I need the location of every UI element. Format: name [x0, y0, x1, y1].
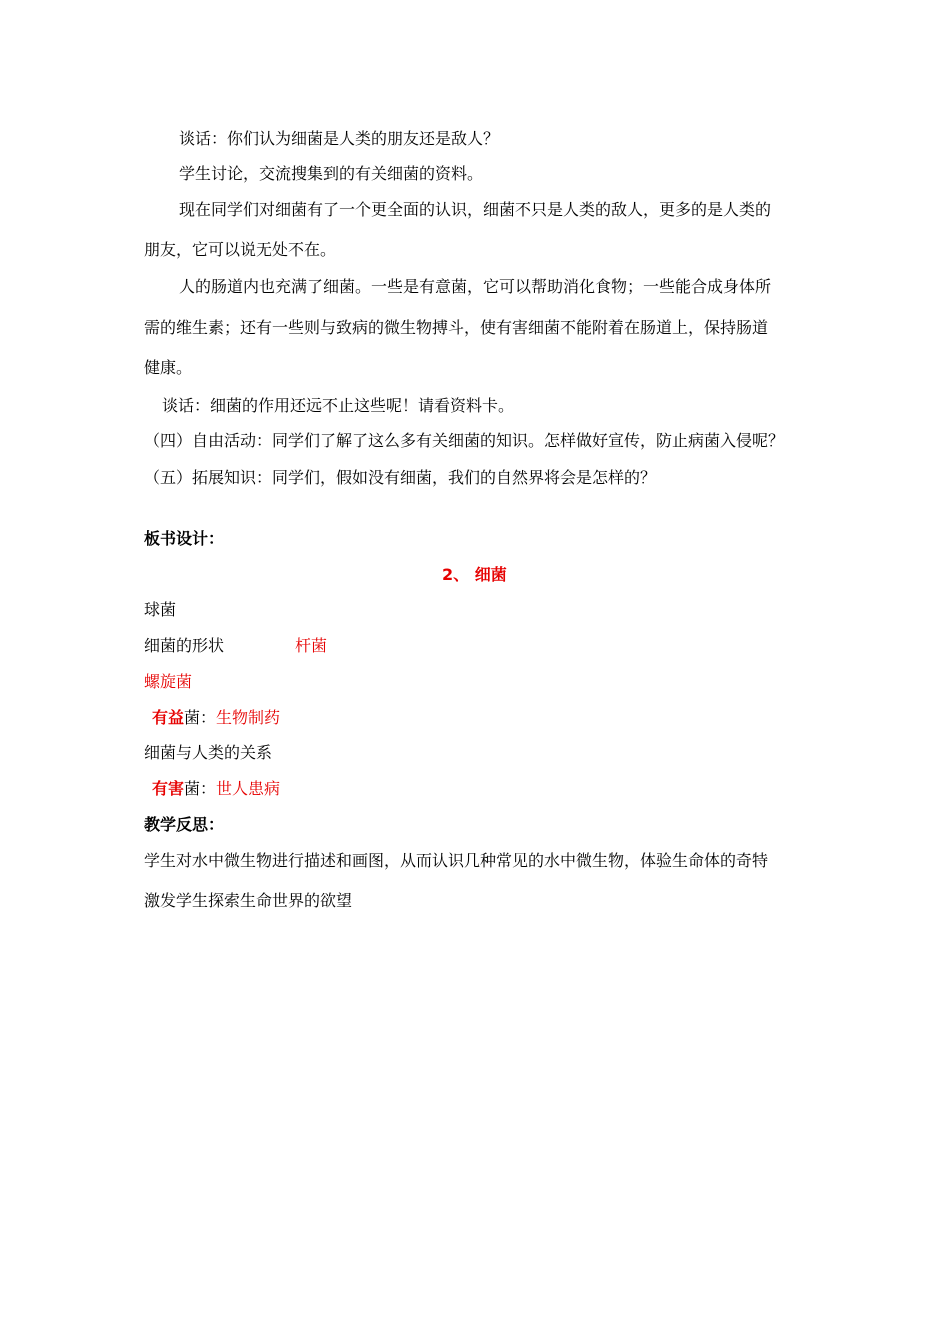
- board-harmful-row: [152, 779, 280, 799]
- beneficial-value: 生物制药: [216, 708, 281, 727]
- paragraph-summary-line-1: 现在同学们对细菌有了一个更全面的认识，细菌不只是人类的敌人，更多的是人类的: [179, 200, 772, 219]
- paragraph-student-discussion: 学生讨论，交流搜集到的有关细菌的资料。: [179, 164, 484, 183]
- paragraph-intestine-line-3: 健康。: [144, 358, 193, 377]
- board-beneficial-row: [152, 708, 280, 728]
- board-item-bacilli: 杆菌: [295, 636, 328, 655]
- harmful-value: 世人患病: [216, 779, 281, 798]
- board-shape-label: 细菌的形状: [144, 636, 225, 655]
- paragraph-intestine-line-2: 需的维生素；还有一些则与致病的微生物搏斗，使有害细菌不能附着在肠道上，保持肠道: [144, 318, 769, 337]
- beneficial-suffix: 菌：: [184, 708, 217, 727]
- board-relation-label: 细菌与人类的关系: [144, 743, 273, 762]
- paragraph-summary-line-2: 朋友，它可以说无处不在。: [144, 240, 337, 259]
- reflection-heading: 教学反思：: [144, 815, 225, 834]
- reflection-line-2: 激发学生探索生命世界的欲望: [144, 891, 353, 910]
- harmful-prefix: 有害: [152, 779, 185, 798]
- beneficial-prefix: 有益: [152, 708, 185, 727]
- board-item-cocci: 球菌: [144, 600, 177, 619]
- reflection-line-1: 学生对水中微生物进行描述和画图，从而认识几种常见的水中微生物，体验生命体的奇特: [144, 851, 769, 870]
- harmful-suffix: 菌：: [184, 779, 217, 798]
- board-title: 2、 细菌: [442, 565, 507, 584]
- paragraph-talk-1: 谈话：你们认为细菌是人类的朋友还是敌人？: [179, 129, 500, 148]
- board-heading: 板书设计：: [144, 529, 225, 548]
- paragraph-extension: （五）拓展知识：同学们，假如没有细菌，我们的自然界将会是怎样的？: [144, 468, 657, 487]
- paragraph-talk-2: 谈话：细菌的作用还远不止这些呢！请看资料卡。: [162, 396, 515, 415]
- board-item-spirilla: 螺旋菌: [144, 672, 193, 691]
- paragraph-free-activity: （四）自由活动：同学们了解了这么多有关细菌的知识。怎样做好宣传，防止病菌入侵呢？: [144, 431, 785, 450]
- paragraph-intestine-line-1: 人的肠道内也充满了细菌。一些是有意菌，它可以帮助消化食物；一些能合成身体所: [179, 277, 772, 296]
